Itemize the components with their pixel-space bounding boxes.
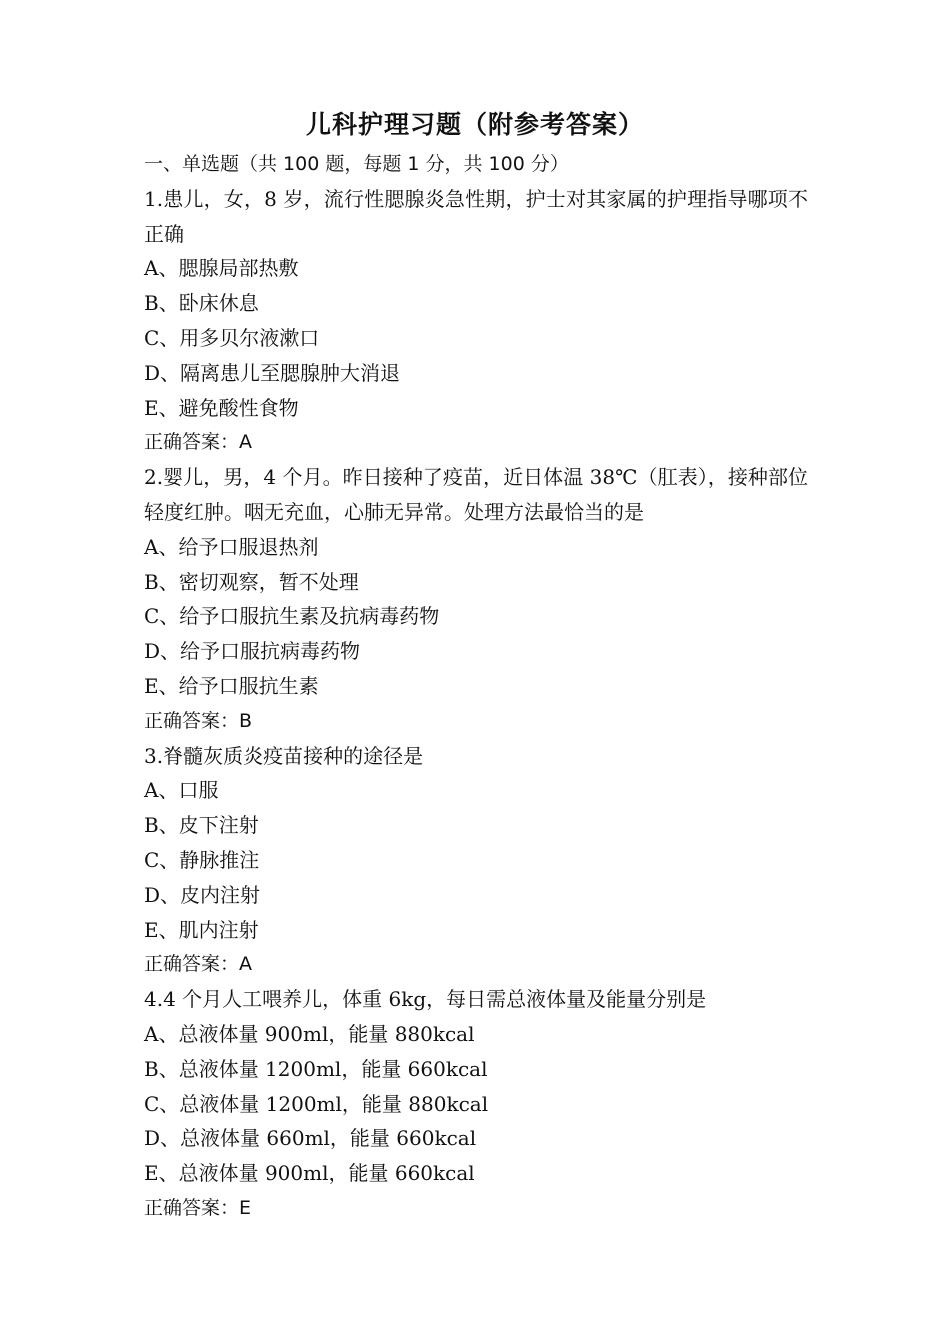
option: D、皮内注射 [144,882,261,907]
option: E、肌内注射 [144,917,259,942]
question-block [144,739,808,983]
question-block [144,182,808,460]
option: D、总液体量 660ml，能量 660kcal [144,1126,477,1151]
option: A、给予口服退热剂 [144,534,319,559]
option: B、总液体量 1200ml，能量 660kcal [144,1056,488,1081]
question-block [144,982,808,1226]
option: D、隔离患儿至腮腺肿大消退 [144,360,401,385]
section-heading: 一、单选题（共 100 题，每题 1 分，共 100 分） [144,153,569,175]
correct-answer: 正确答案：A [144,953,252,976]
option: D、给予口服抗病毒药物 [144,639,361,664]
option: E、给予口服抗生素 [144,673,319,698]
option: E、避免酸性食物 [144,395,299,420]
option: C、用多贝尔液漱口 [144,325,320,350]
option: B、皮下注射 [144,813,259,838]
option: B、密切观察，暂不处理 [144,569,359,594]
option: C、给予口服抗生素及抗病毒药物 [144,604,440,629]
question-stem: 4.4 个月人工喂养儿，体重 6kg，每日需总液体量及能量分别是 [144,987,707,1012]
option: A、腮腺局部热敷 [144,256,299,281]
question-stem: 2.婴儿，男，4 个月。昨日接种了疫苗，近日体温 38℃（肛表），接种部位轻度红肿。咽无充血，心肺无异常。处理方法最恰当的是 [144,465,808,524]
document-body [144,147,808,1226]
option: B、卧床休息 [144,291,259,316]
option: A、总液体量 900ml，能量 880kcal [144,1021,475,1046]
question-stem: 3.脊髓灰质炎疫苗接种的途径是 [144,743,424,768]
option: C、总液体量 1200ml，能量 880kcal [144,1091,489,1116]
question-block [144,460,808,738]
option: A、口服 [144,778,219,803]
correct-answer: 正确答案：B [144,709,253,732]
option: C、静脉推注 [144,847,260,872]
option: E、总液体量 900ml，能量 660kcal [144,1161,475,1186]
correct-answer: 正确答案：E [144,1196,252,1219]
document-title: 儿科护理习题（附参考答案） [305,110,644,139]
question-stem: 1.患儿，女，8 岁，流行性腮腺炎急性期，护士对其家属的护理指导哪项不正确 [144,186,808,246]
correct-answer: 正确答案：A [144,431,252,454]
